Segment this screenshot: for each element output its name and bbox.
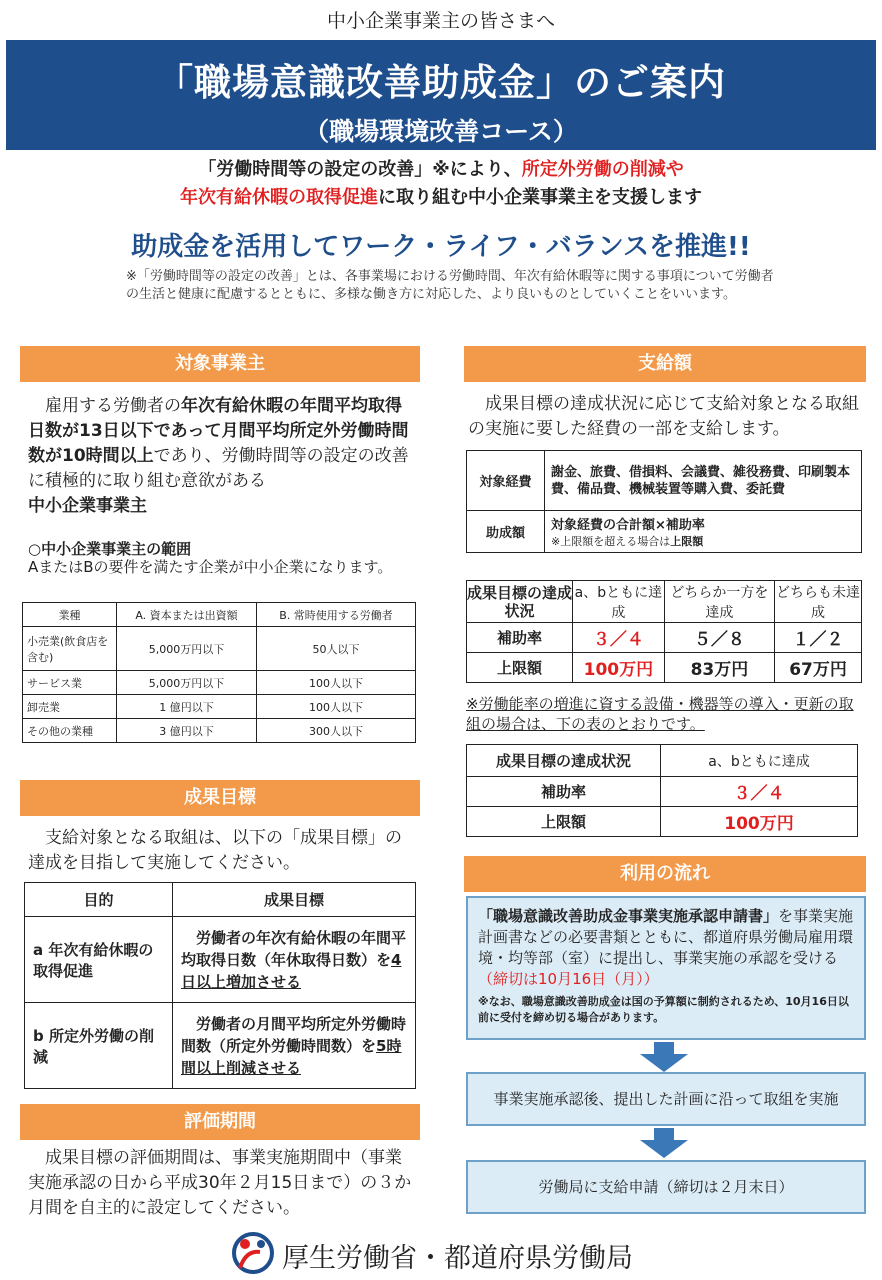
rate-table-equipment — [466, 744, 858, 837]
goal-b-emph: 5時間以上削減させる — [181, 1036, 402, 1077]
rate2-r2-label: 上限額 — [467, 807, 661, 837]
target-a: 雇用する労働者の — [45, 396, 181, 416]
intro-1c: 所定外労働の削減や — [521, 159, 684, 180]
goal-target-a — [173, 917, 416, 1003]
size-cell: 300人以下 — [257, 719, 416, 743]
flow-deadline: （締切は10月16日（月）） — [478, 970, 659, 988]
size-header-industry: 業種 — [23, 603, 117, 627]
size-cell: 5,000万円以下 — [117, 671, 257, 695]
flow-step-1-text — [478, 906, 854, 990]
goal-a-text: 労働者の年次有給休暇の年間平均取得日数（年休取得日数）を — [181, 928, 407, 969]
target-d: 中小企業事業主 — [28, 496, 147, 516]
intro-1a: 「労働時間等の設定の改善」 — [198, 159, 433, 180]
table-row — [23, 671, 416, 695]
equip-note: ※労働能率の増進に資する設備・機器等の導入・更新の取組の場合は、下の表のとおりです。 — [466, 695, 854, 733]
rate2-cell: ３／４ — [661, 777, 858, 807]
flow-step-2: 事業実施承認後、提出した計画に沿って取組を実施 — [466, 1072, 866, 1126]
target-c: であり、労働時間等の設定の改善に積極的に取り組む意欲がある — [28, 446, 409, 491]
table-row — [467, 777, 858, 807]
payment-text: 成果目標の達成状況に応じて支給対象となる取組の実施に要した経費の一部を支給します。 — [468, 394, 859, 439]
section-period-heading: 評価期間 — [20, 1104, 420, 1140]
goal-b-text: 労働者の月間平均所定外労働時間数（所定外労働時間数）を — [181, 1014, 407, 1055]
table-row — [467, 653, 862, 683]
period-text: 成果目標の評価期間は、事業実施期間中（事業実施承認の日から平成30年２月15日まで）の３か月間を自主的に設定してください。 — [28, 1148, 412, 1218]
size-cell: 50人以下 — [257, 627, 416, 671]
rate2-h0: 成果目標の達成状況 — [467, 745, 661, 777]
flow-step-1-body: を事業実施計画書などの必要書類とともに、都道府県労働局雇用環境・均等部（室）に提出し、事業実施の承認を受ける — [478, 907, 854, 967]
rate-h1: a、bともに達成 — [573, 581, 665, 623]
goals-table — [24, 882, 416, 1089]
table-row — [23, 695, 416, 719]
rate-h3: どちらも未達成 — [775, 581, 862, 623]
table-row — [23, 719, 416, 743]
definition-note: ※「労働時間等の設定の改善」とは、各事業場における労働時間、年次有給休暇等に関する事項について労働者の生活と健康に配慮するとともに、多様な働き方に対応した、より良いものとしていくことをいいます。 — [126, 269, 774, 302]
slogan: 助成金を活用してワーク・ライフ・バランスを推進!! — [131, 232, 751, 262]
subsidy-label: 助成額 — [467, 511, 545, 553]
size-cell: 5,000万円以下 — [117, 627, 257, 671]
section-target-heading: 対象事業主 — [20, 346, 420, 382]
subsidy-value — [545, 511, 862, 553]
goals-col-purpose: 目的 — [25, 883, 173, 917]
range-title: ○中小企業事業主の範囲 — [28, 540, 192, 558]
footer-org: 厚生労働省・都道府県労働局 — [282, 1243, 633, 1274]
expense-value: 謝金、旅費、借損料、会議費、雑役務費、印刷製本費、備品費、機械装置等購入費、委託費 — [545, 451, 862, 511]
size-cell: 卸売業 — [23, 695, 117, 719]
size-cell: その他の業種 — [23, 719, 117, 743]
rate-table — [466, 580, 862, 683]
rate-r1-label: 補助率 — [467, 623, 573, 653]
rate-h0: 成果目標の達成状況 — [467, 581, 573, 623]
rate-cell: ５／８ — [664, 623, 774, 653]
rate-cell: １／２ — [775, 623, 862, 653]
size-table — [22, 602, 416, 743]
goal-purpose-b: b 所定外労働の削減 — [25, 1003, 173, 1089]
table-row — [23, 627, 416, 671]
intro — [0, 156, 882, 212]
goal-target-b — [173, 1003, 416, 1089]
size-header-workers: B. 常時使用する労働者 — [257, 603, 416, 627]
mhlw-logo-icon — [232, 1232, 274, 1274]
section-payment-heading: 支給額 — [464, 346, 866, 382]
target-b: 年次有給休暇の年間平均取得日数が13日以下であって月間平均所定外労働時間数が10時間以上 — [28, 396, 409, 466]
rate-h2: どちらか一方を達成 — [664, 581, 774, 623]
size-cell: 3 億円以下 — [117, 719, 257, 743]
table-row — [25, 917, 416, 1003]
subsidy-formula: 対象経費の合計額×補助率 — [551, 518, 705, 533]
flow-arrow-down-icon — [638, 1042, 690, 1072]
flow-arrow-down-icon — [638, 1128, 690, 1158]
intro-2b: に取り組む中小企業事業主を支援します — [378, 187, 702, 208]
expense-label: 対象経費 — [467, 451, 545, 511]
page-subtitle: （職場環境改善コース） — [304, 117, 578, 146]
size-cell: 100人以下 — [257, 695, 416, 719]
rate-cell: ３／４ — [573, 623, 665, 653]
table-row — [467, 623, 862, 653]
goals-text: 支給対象となる取組は、以下の「成果目標」の達成を目指して実施してください。 — [28, 828, 402, 873]
subsidy-note-a: ※上限額を超える場合は — [551, 535, 671, 548]
goal-a-emph: 4日以上増加させる — [181, 950, 402, 991]
rate2-h1: a、bともに達成 — [661, 745, 858, 777]
subsidy-note — [551, 533, 855, 549]
subsidy-note-b: 上限額 — [670, 535, 704, 548]
flow-step-1-note: ※なお、職場意識改善助成金は国の予算額に制約されるため、10月16日以前に受付を締め切る場合があります。 — [478, 995, 849, 1024]
flow-step-1 — [466, 896, 866, 1040]
title-banner — [6, 40, 876, 150]
rate2-cell: 100万円 — [661, 807, 858, 837]
size-header-capital: A. 資本または出資額 — [117, 603, 257, 627]
rate-r2-label: 上限額 — [467, 653, 573, 683]
rate2-r1-label: 補助率 — [467, 777, 661, 807]
top-caption: 中小企業事業主の皆さまへ — [326, 10, 555, 32]
intro-1b: ※により、 — [432, 159, 522, 180]
section-goals-heading: 成果目標 — [20, 780, 420, 816]
table-row — [467, 807, 858, 837]
rate-cell: 67万円 — [775, 653, 862, 683]
range-text: AまたはBの要件を満たす企業が中小企業になります。 — [28, 558, 393, 576]
goal-purpose-a: a 年次有給休暇の取得促進 — [25, 917, 173, 1003]
size-cell: サービス業 — [23, 671, 117, 695]
goals-col-goal: 成果目標 — [173, 883, 416, 917]
size-cell: 100人以下 — [257, 671, 416, 695]
expense-table — [466, 450, 862, 553]
table-row — [25, 1003, 416, 1089]
rate-cell: 100万円 — [573, 653, 665, 683]
target-text — [28, 394, 412, 519]
rate-cell: 83万円 — [664, 653, 774, 683]
intro-2a: 年次有給休暇の取得促進 — [180, 187, 378, 208]
size-cell: 小売業(飲食店を含む) — [23, 627, 117, 671]
flow-step-3: 労働局に支給申請（締切は２月末日） — [466, 1160, 866, 1214]
page-title: 「職場意識改善助成金」のご案内 — [156, 61, 726, 104]
section-flow-heading: 利用の流れ — [464, 856, 866, 892]
size-cell: 1 億円以下 — [117, 695, 257, 719]
flow-form-name: 「職場意識改善助成金事業実施承認申請書」 — [478, 907, 779, 925]
